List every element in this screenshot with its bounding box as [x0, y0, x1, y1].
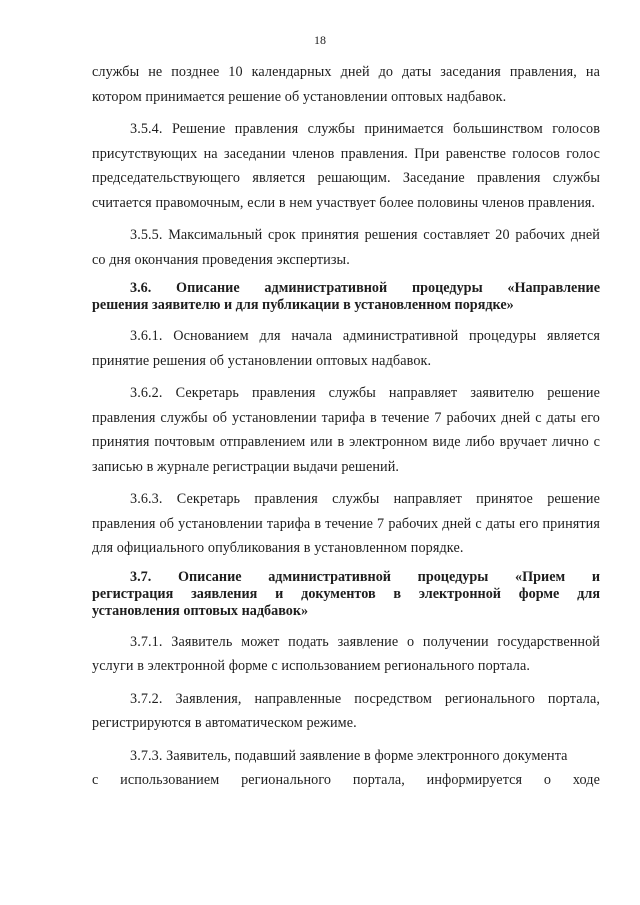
section-heading-3-6 [92, 280, 600, 314]
paragraph-3-7-3-continued: с использованием регионального портала, информируется о ходе [92, 772, 600, 788]
paragraph-3-5-4: 3.5.4. Решение правления службы принимается большинством голосов присутствующих на заседании членов правления. При равенстве голосов голос председательствующего является решающим. Заседание правления службы считается правомочным, если в нем участвует более половины членов правления. [92, 121, 600, 211]
paragraph-3-7-2: 3.7.2. Заявления, направленные посредством регионального портала, регистрируются в автоматическом режиме. [92, 690, 600, 731]
section-heading-3-7-line3: установления оптовых надбавок» [92, 602, 309, 619]
document-body [92, 60, 600, 793]
page-number: 18 [314, 33, 326, 47]
section-heading-3-6-line2: решения заявителю и для публикации в установленном порядке» [92, 297, 514, 313]
section-heading-3-7-line1: 3.7. Описание административной процедуры «Прием и [130, 568, 600, 585]
section-heading-3-6-line1: 3.6. Описание административной процедуры «Направление [130, 280, 600, 296]
section-heading-3-7-line2: регистрация заявления и документов в электронной форме для [92, 585, 600, 602]
paragraph-3-7-3: 3.7.3. Заявитель, подавший заявление в форме электронного документа [130, 747, 568, 764]
paragraph-3-6-1: 3.6.1. Основанием для начала административной процедуры является принятие решения об установлении оптовых надбавок. [92, 328, 600, 369]
paragraph-continuation: службы не позднее 10 календарных дней до даты заседания правления, на котором принимается решение об установлении оптовых надбавок. [92, 64, 600, 105]
paragraph-3-6-2: 3.6.2. Секретарь правления службы направляет заявителю решение правления службы об установлении тарифа в течение 7 рабочих дней с даты его принятия почтовым отправлением или в электронном виде либо вручает лично с записью в журнале регистрации выдачи решений. [92, 385, 600, 475]
paragraph-3-7-1: 3.7.1. Заявитель может подать заявление о получении государственной услуги в электронной форме с использованием регионального портала. [92, 633, 600, 674]
paragraph-3-6-3: 3.6.3. Секретарь правления службы направляет принятое решение правления об установлении тарифа в течение 7 рабочих дней с даты его принятия для официального опубликования в установленном порядке. [92, 491, 600, 556]
section-heading-3-7 [92, 569, 600, 620]
paragraph-3-5-5: 3.5.5. Максимальный срок принятия решения составляет 20 рабочих дней со дня окончания проведения экспертизы. [92, 227, 600, 268]
